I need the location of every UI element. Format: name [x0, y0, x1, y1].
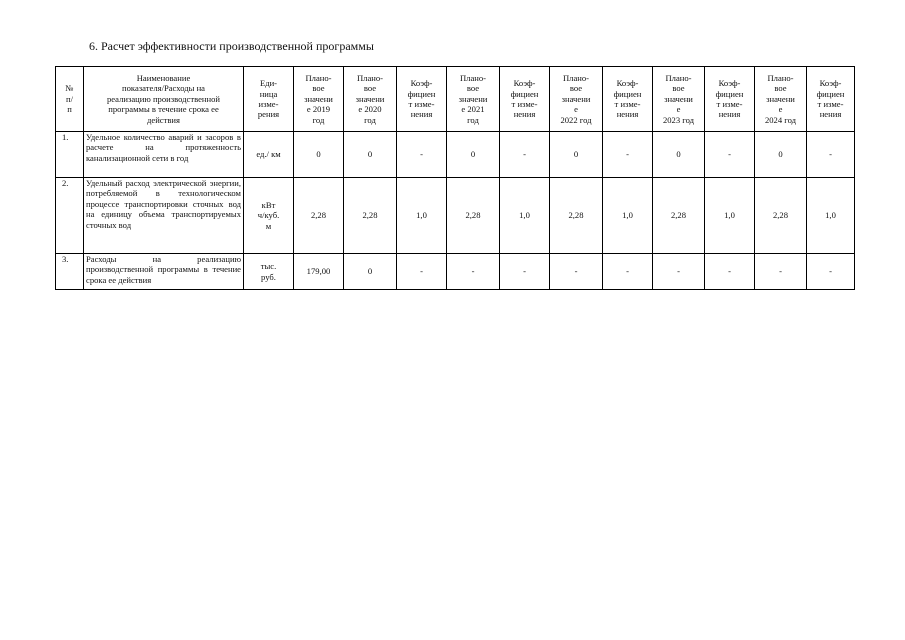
value-cell: - [397, 254, 447, 290]
value-cell: 0 [653, 132, 705, 178]
header-cell: Плано- вое значени е 2021 год [447, 67, 500, 132]
table-header-row [56, 67, 855, 132]
value-cell: 1,0 [603, 178, 653, 254]
header-cell: № п/ п [56, 67, 84, 132]
value-cell: - [705, 132, 755, 178]
value-cell: 2,28 [294, 178, 344, 254]
indicator-name: Удельное количество аварий и засоров в расчете на протяженность канализационной сети в год [84, 132, 244, 178]
value-cell: - [705, 254, 755, 290]
value-cell: 179,00 [294, 254, 344, 290]
value-cell: - [807, 254, 855, 290]
header-cell: Плано- вое значени е 2019 год [294, 67, 344, 132]
value-cell: - [755, 254, 807, 290]
row-number: 3. [56, 254, 84, 290]
value-cell: 2,28 [755, 178, 807, 254]
value-cell: - [603, 254, 653, 290]
value-cell: 2,28 [550, 178, 603, 254]
value-cell: - [550, 254, 603, 290]
header-cell: Коэф- фициен т изме- нения [500, 67, 550, 132]
row-number: 1. [56, 132, 84, 178]
header-cell: Плано- вое значени е 2023 год [653, 67, 705, 132]
value-cell: 0 [344, 132, 397, 178]
table-row [56, 254, 855, 290]
value-cell: 0 [344, 254, 397, 290]
header-cell: Наименование показателя/Расходы на реализацию производственной программы в течение срока ее действия [84, 67, 244, 132]
header-cell: Еди- ница изме- рения [244, 67, 294, 132]
unit-cell: кВт ч/куб. м [244, 178, 294, 254]
indicator-name: Расходы на реализацию производственной программы в течение срока ее действия [84, 254, 244, 290]
value-cell: - [603, 132, 653, 178]
value-cell: - [500, 132, 550, 178]
value-cell: 2,28 [447, 178, 500, 254]
row-number: 2. [56, 178, 84, 254]
efficiency-table [55, 66, 855, 290]
value-cell: - [653, 254, 705, 290]
header-cell: Плано- вое значени е 2020 год [344, 67, 397, 132]
header-cell: Коэф- фициен т изме- нения [705, 67, 755, 132]
table-row [56, 132, 855, 178]
header-cell: Плано- вое значени е 2024 год [755, 67, 807, 132]
value-cell: 0 [550, 132, 603, 178]
value-cell: - [397, 132, 447, 178]
indicator-name: Удельный расход электрической энергии, потребляемой в технологическом процессе транспортировки сточных вод на единицу объема транспортируемых сточных вод [84, 178, 244, 254]
value-cell: 1,0 [705, 178, 755, 254]
value-cell: - [807, 132, 855, 178]
table-row [56, 178, 855, 254]
value-cell: 1,0 [397, 178, 447, 254]
section-heading: 6. Расчет эффективности производственной программы [89, 39, 374, 53]
value-cell: 2,28 [344, 178, 397, 254]
unit-cell: тыс. руб. [244, 254, 294, 290]
header-cell: Коэф- фициен т изме- нения [807, 67, 855, 132]
value-cell: 0 [755, 132, 807, 178]
header-cell: Коэф- фициен т изме- нения [397, 67, 447, 132]
value-cell: 1,0 [807, 178, 855, 254]
unit-cell: ед./ км [244, 132, 294, 178]
header-cell: Плано- вое значени е 2022 год [550, 67, 603, 132]
value-cell: 0 [294, 132, 344, 178]
value-cell: 0 [447, 132, 500, 178]
value-cell: - [447, 254, 500, 290]
value-cell: 1,0 [500, 178, 550, 254]
header-cell: Коэф- фициен т изме- нения [603, 67, 653, 132]
value-cell: - [500, 254, 550, 290]
value-cell: 2,28 [653, 178, 705, 254]
